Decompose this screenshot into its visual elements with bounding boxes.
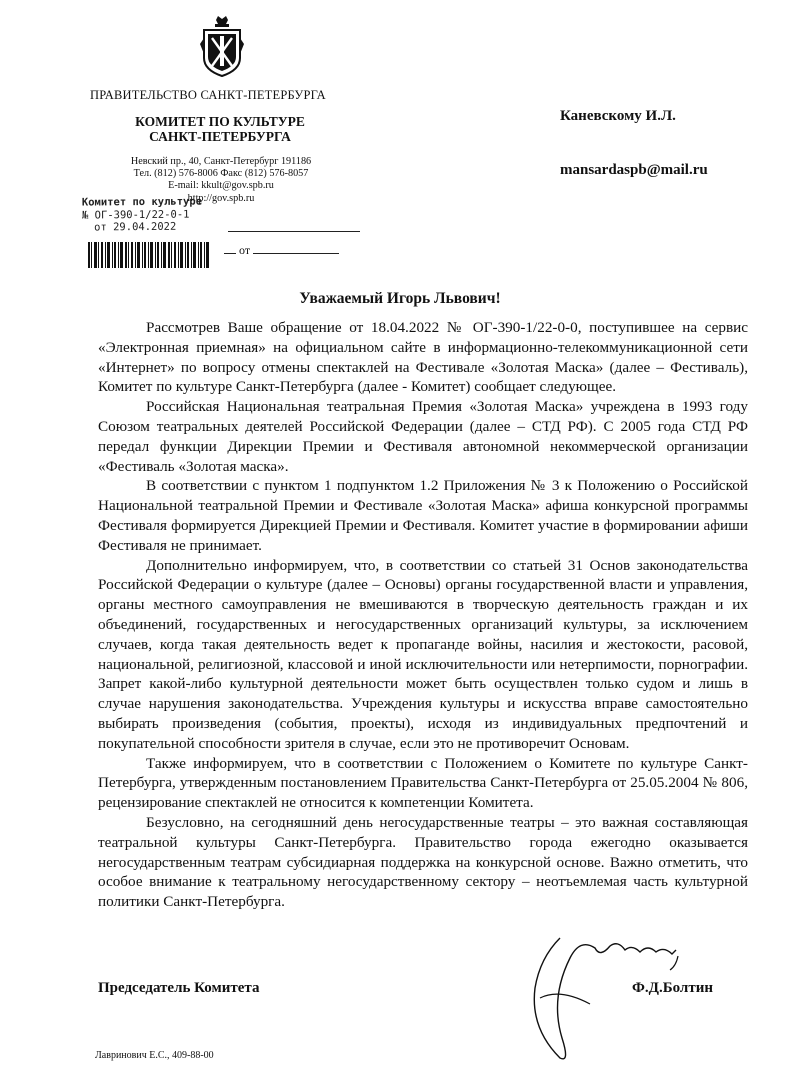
paragraph: Также информируем, что в соответствии с Положением о Комитете по культуре Санкт-Петербурга, утвержденным постановлением Правительства Санкт-Петербурга от 25.05.2004 № 806, рецензирование спектаклей не относится к компетенции Комитета.: [98, 754, 748, 812]
barcode: [88, 242, 210, 268]
address-line: Невский пр., 40, Санкт-Петербург 191186: [130, 156, 312, 167]
reference-date-field: [224, 243, 364, 258]
recipient-name: Каневскому И.Л.: [560, 108, 676, 124]
paragraph: Рассмотрев Ваше обращение от 18.04.2022 № ОГ-390-1/22-0-0, поступившее на сервис «Электронная приемная» на официальном сайте в информационно-телекоммуникационной сети «Интернет» по вопросу отмены спектаклей на Фестивале «Золотая Маска» (далее – Фестиваль), Комитет по культуре Санкт-Петербурга (далее - Комитет) сообщает следующее.: [98, 319, 748, 396]
website-line: http://gov.spb.ru: [187, 192, 255, 204]
reference-number-field: [228, 231, 360, 232]
committee-line-2: САНКТ-ПЕТЕРБУРГА: [149, 129, 291, 144]
signatory-name: Ф.Д.Болтин: [632, 980, 713, 996]
paragraph: Российская Национальная театральная Премия «Золотая Маска» учреждена в 1993 году Союзом театральных деятелей Российской Федерации (далее – СТД РФ). С 2005 года СТД РФ передал функции Дирекции Премии и Фестиваля автономной некоммерческой организации «Фестиваль «Золотая маска».: [98, 398, 748, 475]
signatory-title: Председатель Комитета: [98, 980, 260, 996]
coat-of-arms-emblem: [198, 14, 246, 80]
recipient-email: mansardaspb@mail.ru: [560, 162, 708, 178]
stamp-org: Комитет по культуре: [81, 195, 203, 209]
paragraph: Безусловно, на сегодняшний день негосударственные театры – это важная составляющая театральной культуры Санкт-Петербурга. Правительство города ежегодно оказывается негосударственным театрам субсидиарная поддержка на конкурсной основе. Важно отметить, что особое внимание к театральному негосударственному сектору – неотъемлемая часть культурной политики Санкт-Петербурга.: [98, 813, 748, 911]
paragraph: Дополнительно информируем, что, в соответствии со статьей 31 Основ законодательства Российской Федерации о культуре (далее – Основы) органы государственной власти и управления, органы местного самоуправления не вмешиваются в творческую деятельность граждан и их объединений, государственных и негосударственных организаций культуры, за исключением случаев, когда такая деятельность ведет к пропаганде войны, насилия и жестокости, расовой, национальной, религиозной, классовой и иной исключительности или нетерпимости, порнографии. Запрет какой-либо культурной деятельности может быть осуществлен только судом и лишь в случае нарушения законодательства. Учреждения культуры и искусства вправе самостоятельно выбирать произведения (события, проекты), исходя из индивидуальных предпочтений и покупательной способности зрителя в случае, если это не противоречит Основам.: [98, 556, 748, 752]
executor-note: Лавринович Е.С., 409-88-00: [95, 1050, 214, 1061]
committee-line-1: КОМИТЕТ ПО КУЛЬТУРЕ: [135, 114, 305, 129]
government-heading: ПРАВИТЕЛЬСТВО САНКТ-ПЕТЕРБУРГА: [90, 88, 326, 102]
committee-heading: [100, 114, 340, 144]
phone-line: Тел. (812) 576-8006 Факс (812) 576-8057: [133, 168, 309, 180]
paragraph: В соответствии с пунктом 1 подпунктом 1.2 Приложения № 3 к Положению о Российской Национальной театральной Премии и Фестивале «Золотая Маска» афиша конкурсной программы Фестиваля формируется Дирекцией Премии и Фестиваля. Комитет участие в формировании афиши Фестиваля не принимает.: [98, 477, 748, 554]
greeting: Уважаемый Игорь Львович!: [299, 290, 501, 307]
registration-stamp: [82, 195, 210, 234]
email-line: E-mail: kkult@gov.spb.ru: [168, 180, 274, 192]
letter-body: [98, 318, 748, 912]
stamp-date: от 29.04.2022: [94, 220, 177, 234]
ot-label: от: [239, 243, 251, 257]
stamp-number: № ОГ-390-1/22-0-1: [81, 208, 190, 222]
